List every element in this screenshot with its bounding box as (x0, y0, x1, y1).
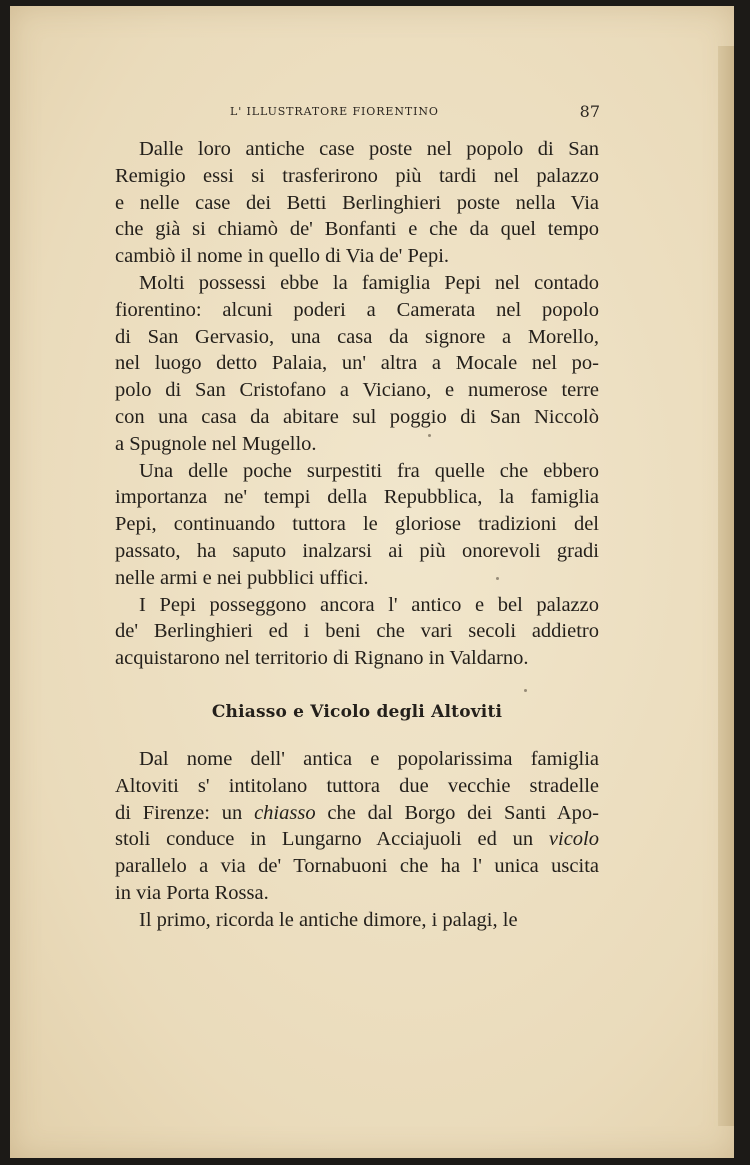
text-line: fiorentino: alcuni poderi a Camerata nel popolo (115, 298, 599, 321)
text-line: Remigio essi si trasferirono più tardi nel palazzo (115, 164, 599, 187)
italic-term-chiasso: chiasso (254, 801, 316, 824)
text-line: nelle armi e nei pubblici uffici. (115, 566, 369, 589)
body-text-bottom (115, 746, 599, 934)
text-line: cambiò il nome in quello di Via de' Pepi. (115, 245, 450, 268)
text-line: Il primo, ricorda le antiche dimore, i palagi, le (139, 908, 518, 931)
paper-speck (496, 577, 499, 580)
text-line: I Pepi posseggono ancora l' antico e bel palazzo (139, 593, 599, 616)
text-line: polo di San Cristofano a Viciano, e numerose terre (115, 379, 599, 402)
text-line: a Spugnole nel Mugello. (115, 432, 317, 455)
text-line: in via Porta Rossa. (115, 881, 269, 904)
text-line: passato, ha saputo inalzarsi ai più onorevoli gradi (115, 539, 599, 562)
text-line: e nelle case dei Betti Berlinghieri poste nella Via (115, 191, 599, 214)
text-line: importanza ne' tempi della Repubblica, la famiglia (115, 486, 599, 509)
italic-term-vicolo: vicolo (548, 828, 599, 851)
text-line: de' Berlinghieri ed i beni che vari secoli addietro (115, 620, 599, 643)
text-line: Altoviti s' intitolano tuttora due vecchie stradelle (115, 774, 599, 797)
text-line: acquistarono nel territorio di Rignano in Valdarno. (115, 647, 529, 670)
running-title: L' ILLUSTRATORE FIORENTINO (230, 105, 439, 118)
text-line: Dalle loro antiche case poste nel popolo di San (139, 138, 599, 160)
text-run: stoli conduce in Lungarno Acciajuoli ed un (115, 828, 549, 851)
page-header (230, 104, 600, 122)
section-heading: Chiasso e Vicolo degli Altoviti (211, 702, 503, 722)
text-line: parallelo a via de' Tornabuoni che ha l' unica uscita (115, 855, 599, 878)
text-line: con una casa da abitare sul poggio di San Niccolò (115, 405, 599, 428)
text-line (115, 826, 599, 853)
text-line: Molti possessi ebbe la famiglia Pepi nel contado (139, 271, 599, 294)
paper-speck (524, 689, 527, 692)
page-number: 87 (579, 102, 600, 121)
text-line: nel luogo detto Palaia, un' altra a Mocale nel po- (115, 352, 599, 375)
paper-speck (428, 434, 431, 437)
text-run: di Firenze: un (115, 801, 255, 824)
text-line: Dal nome dell' antica e popolarissima famiglia (139, 748, 599, 770)
text-line: Una delle poche surpestiti fra quelle che ebbero (139, 459, 599, 482)
text-line: di San Gervasio, una casa da signore a Morello, (115, 325, 599, 348)
text-line: che già si chiamò de' Bonfanti e che da quel tempo (115, 218, 599, 241)
text-line (115, 800, 599, 827)
page-edge (718, 46, 734, 1126)
text-run: che dal Borgo dei Santi Apo- (315, 801, 599, 824)
body-text-top (115, 136, 599, 672)
text-line: Pepi, continuando tuttora le gloriose tradizioni del (115, 513, 599, 536)
